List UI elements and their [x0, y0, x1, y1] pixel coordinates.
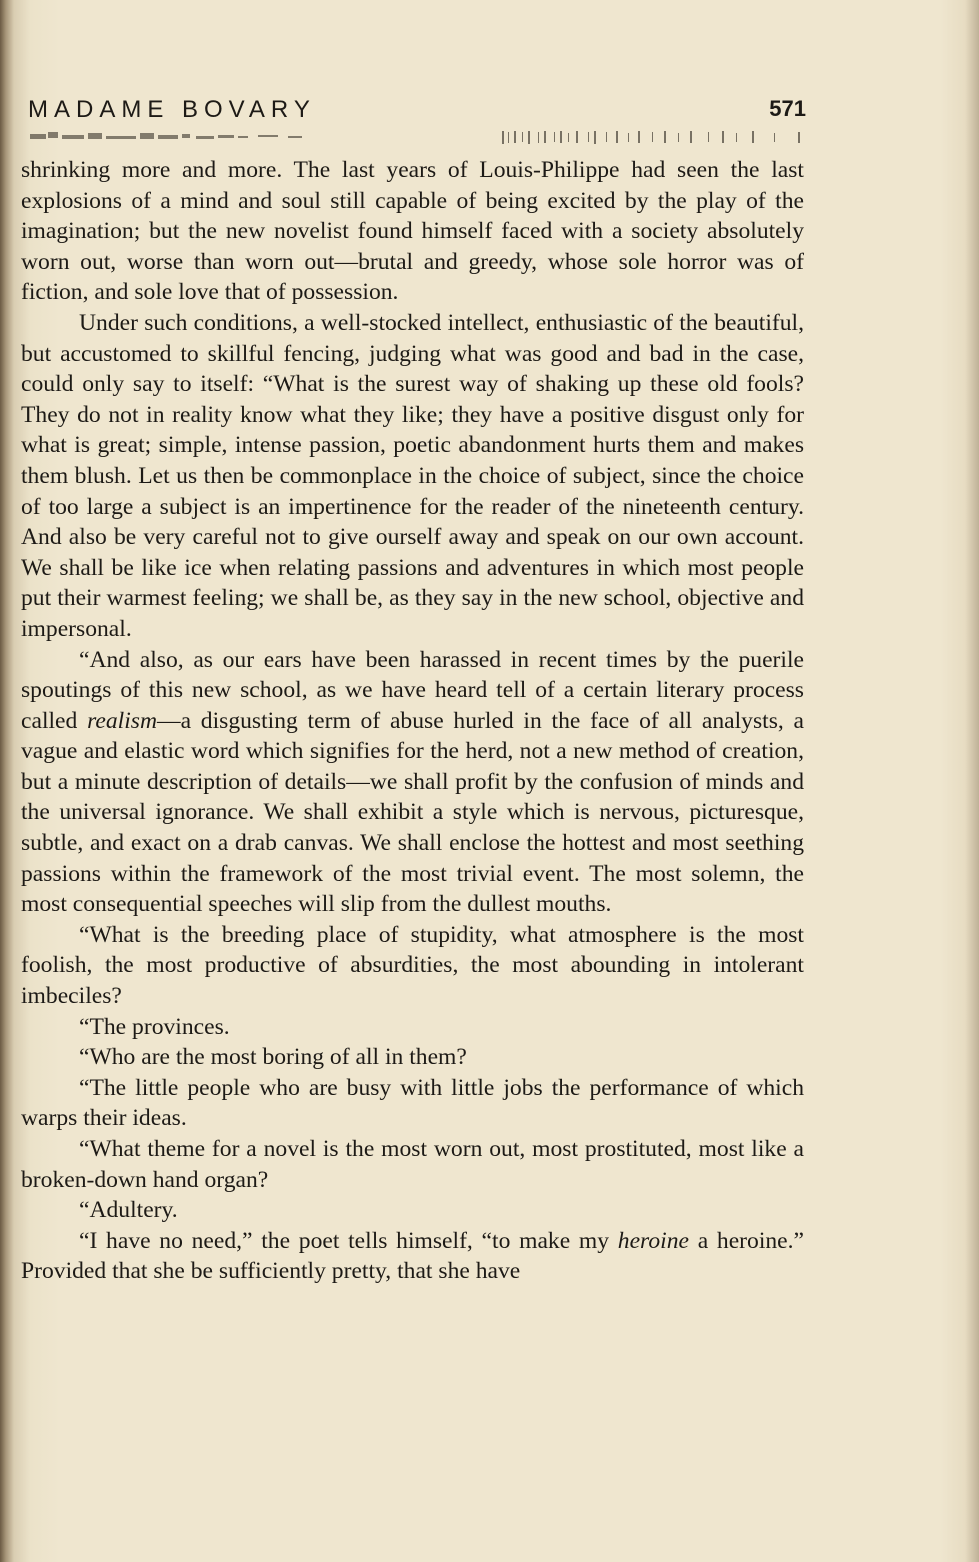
paragraph-10-before: “I have no need,” the poet tells himself, “to make my — [79, 1227, 618, 1254]
paragraph-3-italic: realism — [87, 707, 157, 734]
body-text — [21, 155, 804, 1287]
paragraph-1: shrinking more and more. The last years of Louis-Philippe had seen the last explosions of a mind and soul still capable of being excited by the play of the imagination; but the new novelist found himself faced with a society absolutely worn out, worse than worn out—brutal and greedy, whose sole horror was of fiction, and sole love that of possession. — [21, 157, 804, 306]
paragraph-2: Under such conditions, a well-stocked intellect, enthusiastic of the beautiful, but accustomed to skillful fencing, judging what was good and bad in the case, could only say to itself: “What is the surest way of shaking up these old fools? They do not in reality know what they like; they have a positive disgust only for what is great; simple, intense passion, poetic abandonment hurts them and makes them blush. Let us then be commonplace in the choice of subject, since the choice of too large a subject is an impertinence for the reader of the nineteenth century. And also be very careful not to give ourself away and speak on our own account. We shall be like ice when relating passions and adventures in which most people put their warmest feeling; we shall be, as they say in the new school, objective and impersonal. — [21, 309, 804, 642]
running-title: MADAME BOVARY — [28, 96, 316, 123]
paragraph-3-after: —a disgusting term of abuse hurled in the face of all analysts, a vague and elastic word which signifies for the herd, not a new method of creation, but a minute description of details—we shall profit by the confusion of minds and the universal ignorance. We shall exhibit a style which is nervous, picturesque, subtle, and exact on a drab canvas. We shall enclose the hottest and most seething passions within the framework of the most trivial event. The most solemn, the most consequential speeches will slip from the dullest mouths. — [21, 707, 804, 918]
paragraph-9: “Adultery. — [79, 1197, 178, 1224]
paragraph-10-italic: heroine — [617, 1227, 689, 1254]
paragraph-7: “The little people who are busy with little jobs the performance of which warps their ideas. — [21, 1074, 804, 1132]
paragraph-5: “The provinces. — [79, 1013, 230, 1040]
paragraph-4: “What is the breeding place of stupidity, what atmosphere is the most foolish, the most productive of absurdities, the most abounding in intolerant imbeciles? — [21, 921, 804, 1010]
paragraph-10-after: a heroine.” Provided that she be sufficiently pretty, that she have — [21, 1227, 805, 1285]
paragraph-3 — [21, 645, 804, 920]
page-number: 571 — [769, 96, 806, 121]
paragraph-3-before: “And also, as our ears have been harassed in recent times by the puerile spoutings of this new school, as we have heard tell of a certain literary process called — [21, 646, 804, 734]
paragraph-6: “Who are the most boring of all in them? — [79, 1044, 467, 1071]
paragraph-10 — [21, 1226, 804, 1287]
running-header — [28, 94, 806, 128]
ink-smudge-decoration — [28, 130, 808, 146]
paragraph-8: “What theme for a novel is the most worn out, most prostituted, most like a broken-down hand organ? — [21, 1136, 804, 1193]
